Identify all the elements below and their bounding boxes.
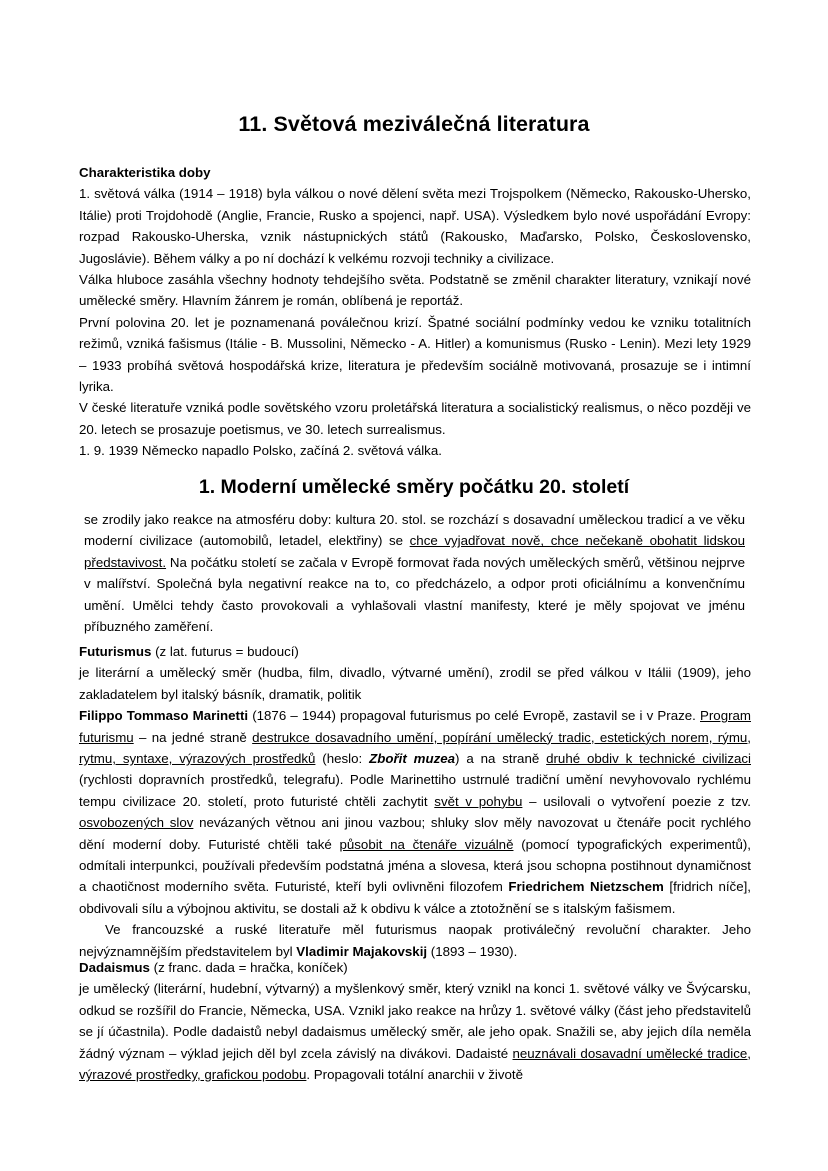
marinetti-dates: (1876 – 1944) propagoval futurismus po celé Evropě, zastavil se i v Praze. xyxy=(248,708,700,724)
paragraph-valka-zasahla-hodnoty: Válka hluboce zasáhla všechny hodnoty tehdejšího světa. Podstatně se změnil charakter literatury, vznikají nové umělecké směry. Hlavním žánrem je román, oblíbená je reportáž. xyxy=(79,272,751,309)
futurismus-text-5: – usilovali o vytvoření poezie z tzv. xyxy=(522,793,751,809)
paragraph-prvni-svetova-valka: 1. světová válka (1914 – 1918) byla válkou o nové dělení světa mezi Trojspolkem (Německo, Rakousko-Uhersko, Itálie) proti Trojdohodě (Anglie, Francie, Rusko a spojenci, např. USA). Výsledkem bylo nové uspořádání Evropy: rozpad Rakousko-Uherska, vznik nástupnických států (Rakousko, Maďarsko, Polsko, Československo, Jugoslávie). Během války a po ní dochází k velkému rozvoji techniky a civilizace. xyxy=(79,186,751,266)
futurismus-etymology: (z lat. futurus = budoucí) xyxy=(151,644,299,659)
heslo-zborit-muzea: Zbořit muzea xyxy=(369,751,456,767)
futurismus-text-7: (pomocí typografických experimentů), odmítali interpunkci, používali především podstatná jména a slovesa, která jsou schopna postihnout dynamičnost a chaotičnost moderního světa. Futuristé, kteří byli ovlivněni filozofem xyxy=(79,836,751,895)
futurismus-text-6: nevázaných větnou ani jinou vazbou; shluky slov měly navozovat u čtenáře pocit rychlého dění moderní doby. Futuristé chtěli také xyxy=(79,815,751,852)
paragraph-rok-1939: 1. 9. 1939 Německo napadlo Polsko, začíná 2. světová válka. xyxy=(79,443,442,459)
dadaismus-term-line xyxy=(79,957,751,978)
druhe-obdiv-underline: druhé obdiv k technické civilizaci xyxy=(546,751,751,767)
futurismus-body xyxy=(79,705,751,919)
majakovskij-name: Vladimir Majakovskij xyxy=(296,943,428,959)
section-heading-moderni-umelecke-smery: 1. Moderní umělecké směry počátku 20. století xyxy=(198,476,630,499)
majakovskij-dates: (1893 – 1930). xyxy=(427,943,518,959)
dadaismus-term: Dadaismus xyxy=(79,960,150,975)
subheading-charakteristika-doby: Charakteristika doby xyxy=(79,165,211,180)
dadaismus-text-1: je umělecký (literární, hudební, výtvarný) a myšlenkový směr, který vznikl na konci 1. světové války ve Švýcarsku, odkud se rozšířil do Francie, Německa, USA. Vznikl jako reakce na hrůzy 1. světové války (část jeho představitelů se jí účastnila). Podle dadaistů nebyl dadaismus umělecký směr, ale jeho opak. Snažili se, aby jejich díla neměla žádný význam – výklad jejich děl byl zcela závislý na divákovi. Dadaisté xyxy=(79,981,751,1061)
section-moderni-smery-intro xyxy=(84,509,745,637)
futurismus-text-8: [fridrich níče], obdivovali sílu a výbojnou aktivitu, se dostali až k obdivu k válce a ztotožnění se s italským fašismem. xyxy=(79,879,751,916)
futurismus-text-4: (rychlosti dopravních prostředků, telegrafu). Podle Marinettiho ustrnulé tradiční umění nevyhovovalo rychlému tempu civilizace 20. století, proto futuristé chtěli zachytit xyxy=(79,772,751,809)
futurismus-closing xyxy=(79,919,751,962)
neuznavali-underline: neuznávali dosavadní umělecké tradice, výrazové prostředky, grafickou podobu xyxy=(79,1045,751,1083)
futurismus-text-3: ) a na straně xyxy=(455,751,547,767)
dadaismus-text-2: . Propagovali totální anarchii v životě xyxy=(306,1067,523,1083)
futurismus-definition: je literární a umělecký směr (hudba, film, divadlo, výtvarné umění), zrodil se před válkou v Itálii (1909), jeho zakladatelem byl italský básník, dramatik, politik xyxy=(79,665,751,702)
dadaismus-body xyxy=(79,978,751,1085)
intro-text-part-2: Na počátku století se začala v Evropě formovat řada nových uměleckých směrů, většinou nejprve v malířství. Společná byla negativní reakce na to, co předcházelo, a odpor proti oficiálnímu a konvenčnímu umění. Umělci tehdy často provokovali a vyhlašovali vlastní manifesty, které je měly spojovat ve jménu příbuzného zaměření. xyxy=(84,554,745,635)
dadaismus-etymology: (z franc. dada = hračka, koníček) xyxy=(149,960,348,975)
futurismus-text-2: (heslo: xyxy=(315,751,370,767)
intro-text-part-1: se zrodily jako reakce na atmosféru doby: kultura 20. stol. se rozchází s dosavadní uměleckou tradicí a ve věku moderní civilizace (automobilů, letadel, elektřiny) se xyxy=(84,512,745,549)
page-title: 11. Světová meziválečná literatura xyxy=(238,112,590,137)
paragraph-prvni-polovina-20-let: První polovina 20. let je poznamenaná poválečnou krizí. Špatné sociální podmínky vedou ke vzniku totalitních režimů, vzniká fašismus (Itálie - B. Mussolini, Německo - A. Hitler) a komunismus (Rusko - Lenin). Mezi lety 1929 – 1933 probíhá světová hospodářská krize, literatura je především sociálně motivovaná, prosazuje se i intimní lyrika. xyxy=(79,314,751,395)
section-futurismus xyxy=(79,641,751,962)
intro-underlined-phrase: chce vyjadřovat nově, chce nečekaně obohatit lidskou představivost. xyxy=(84,533,745,570)
osvobozenych-slov-underline: osvobozených slov xyxy=(79,815,194,831)
svet-v-pohybu-underline: svět v pohybu xyxy=(434,793,523,809)
section-charakteristika-doby xyxy=(79,162,751,462)
program-futurismu-underline: Program futurismu xyxy=(79,708,751,745)
futurismus-term-line xyxy=(79,641,751,662)
futurismus-term: Futurismus xyxy=(79,644,152,659)
pusobit-vizualne-underline: působit na čtenáře vizuálně xyxy=(339,836,514,852)
nietzsche-name: Friedrichem Nietzschem xyxy=(508,879,664,895)
destrukce-underline: destrukce dosavadního umění, popírání umělecký tradic, estetických norem, rýmu, rytmu, syntaxe, výrazových prostředků xyxy=(79,729,751,767)
paragraph-ceska-literatura: V české literatuře vzniká podle sovětského vzoru proletářská literatura a socialistický realismus, o něco později ve 20. letech se prosazuje poetismus, ve 30. letech surrealismus. xyxy=(79,400,751,437)
futurismus-closing-text-1: Ve francouzské a ruské literatuře měl futurismus naopak protiválečný revoluční charakter. Jeho nejvýznamnějším představitelem byl xyxy=(79,922,751,959)
section-dadaismus xyxy=(79,957,751,1085)
marinetti-name: Filippo Tommaso Marinetti xyxy=(79,708,249,724)
futurismus-text-1: – na jedné straně xyxy=(133,729,253,745)
paragraph-moderni-smery-intro xyxy=(84,509,745,637)
